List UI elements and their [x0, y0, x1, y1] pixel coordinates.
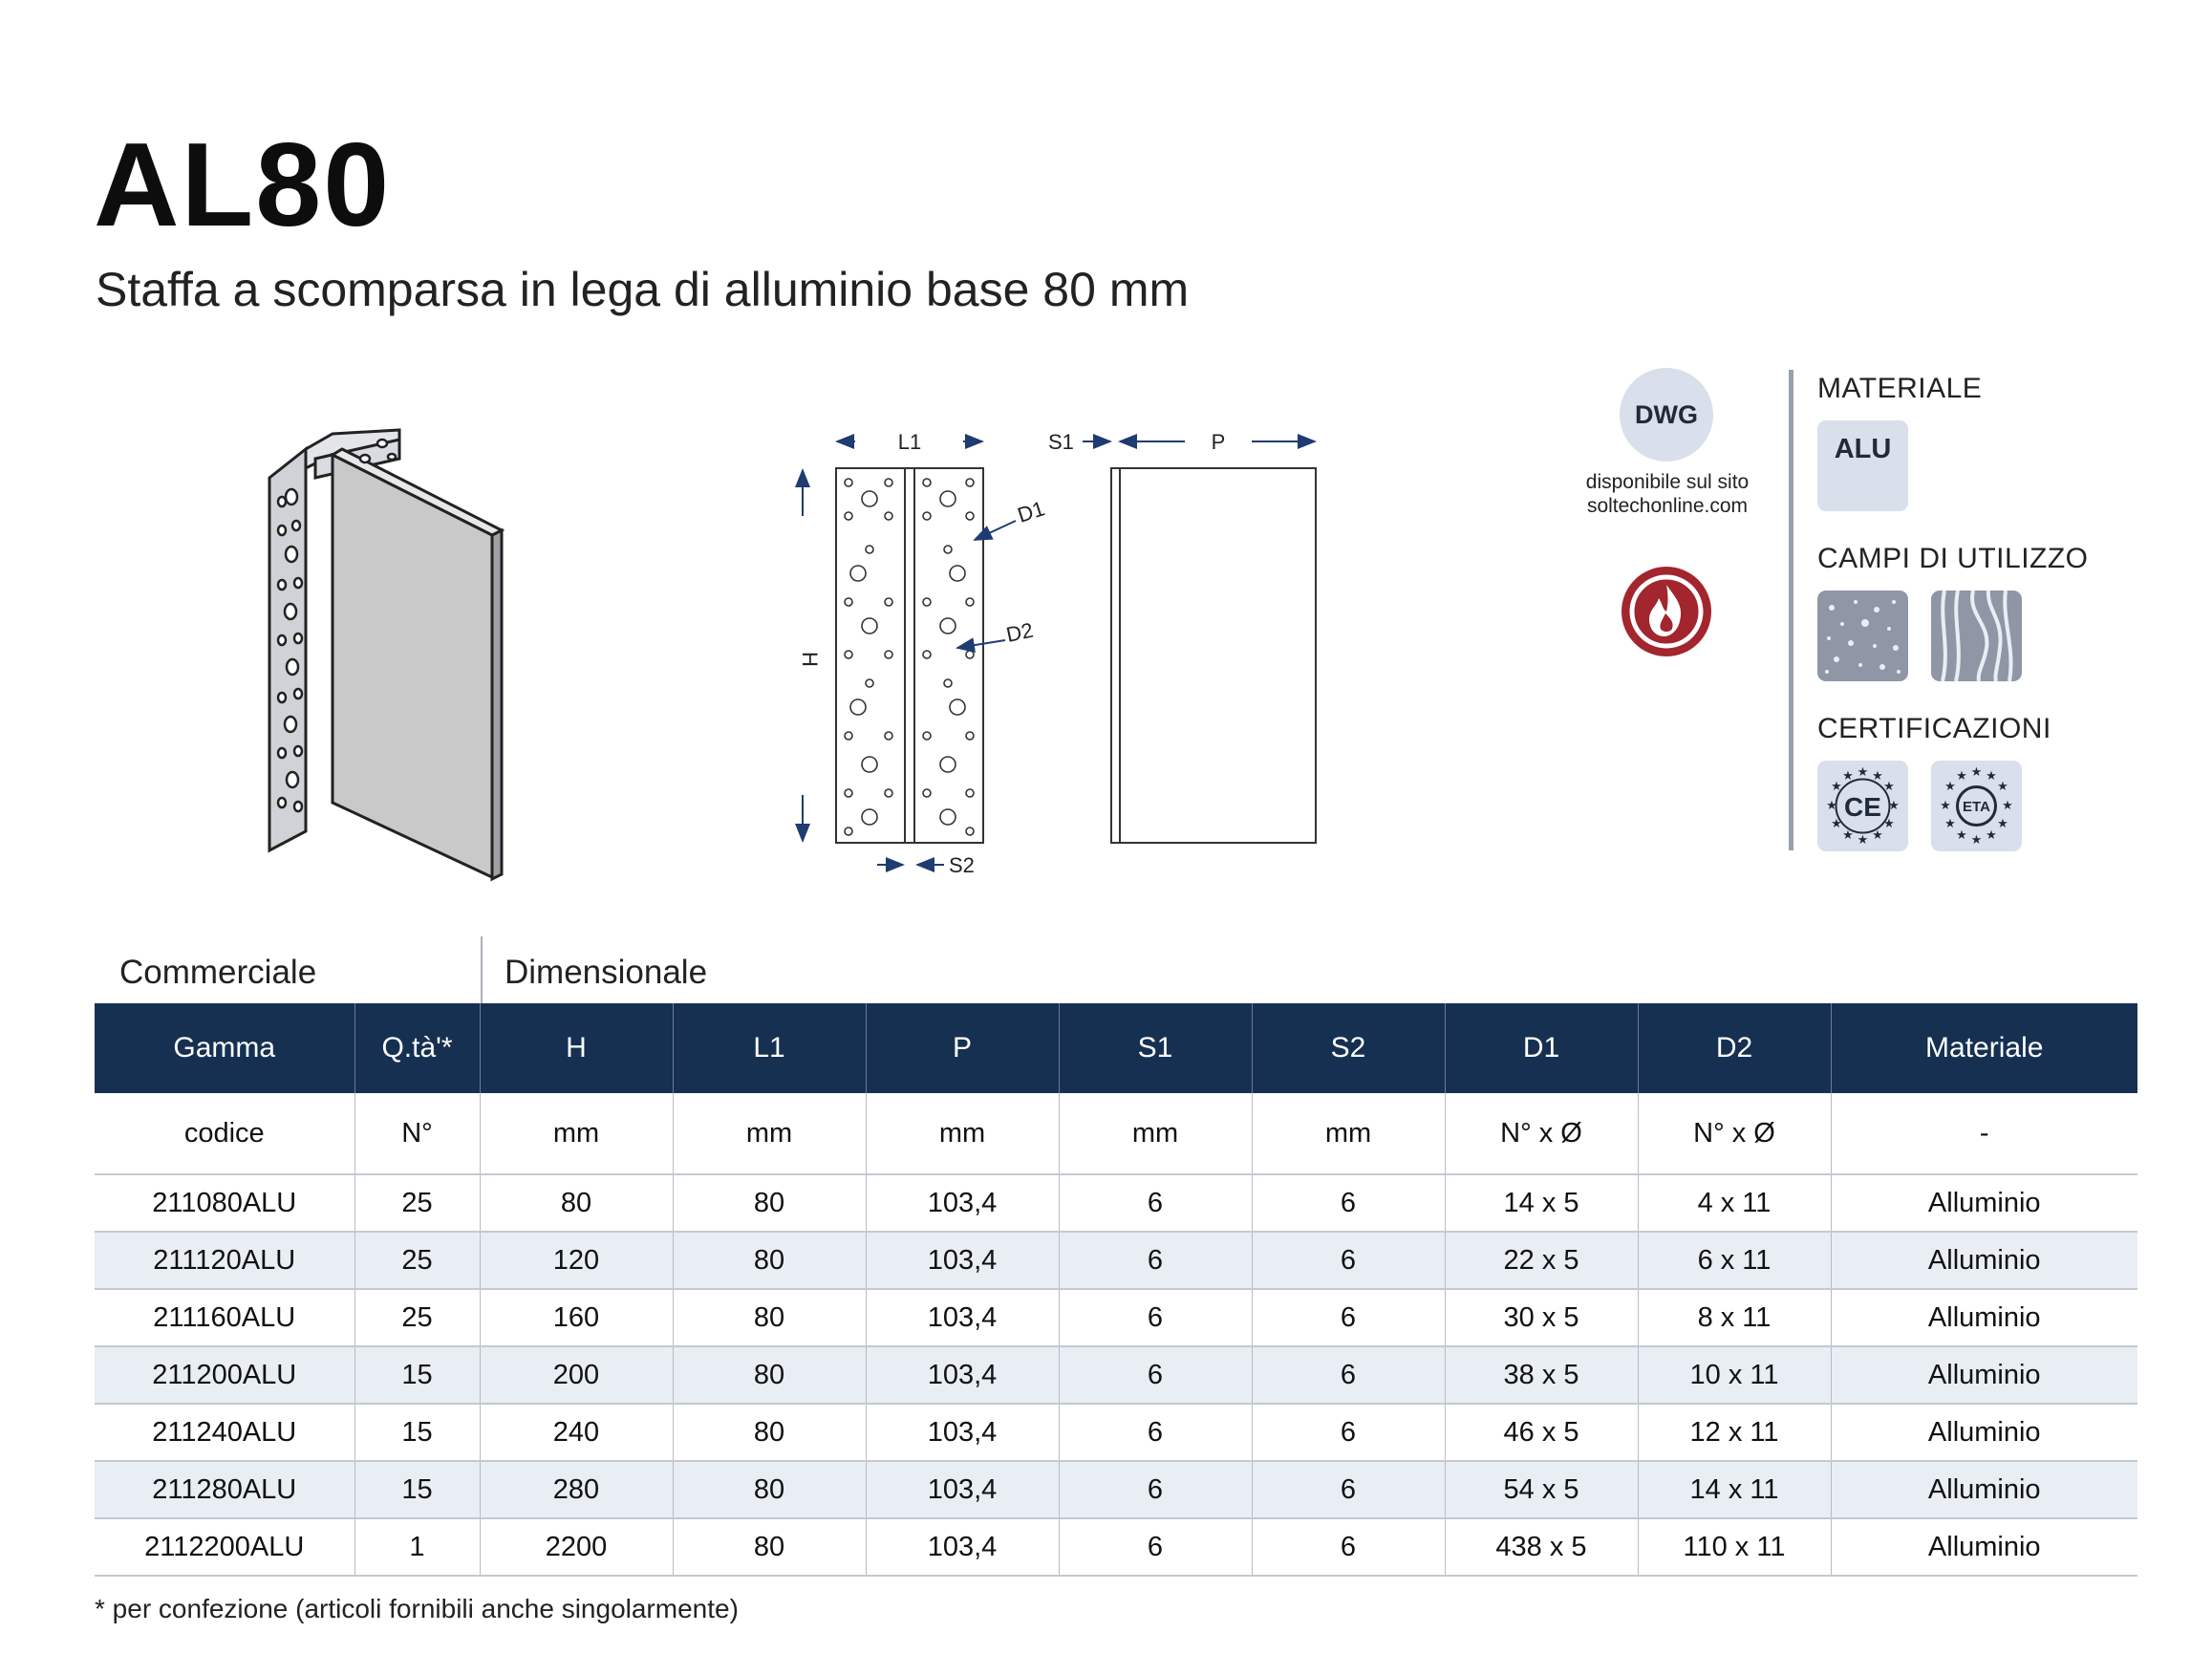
- table-cell: 160: [480, 1289, 673, 1346]
- svg-text:★: ★: [1944, 817, 1956, 831]
- svg-text:★: ★: [1944, 780, 1956, 794]
- table-cell: 4 x 11: [1638, 1174, 1831, 1232]
- col-header-materiale: Materiale: [1831, 1003, 2137, 1093]
- svg-text:★: ★: [1986, 769, 1997, 784]
- svg-text:★: ★: [2002, 799, 2013, 813]
- material-section-title: MATERIALE: [1817, 373, 1983, 404]
- svg-text:★: ★: [1872, 769, 1883, 784]
- table-cell: 6 x 11: [1638, 1232, 1831, 1289]
- table-cell: 6: [1059, 1289, 1252, 1346]
- unit-cell: mm: [1252, 1093, 1445, 1174]
- page-subtitle: Staffa a scomparsa in lega di alluminio base 80 mm: [96, 263, 1190, 316]
- page-title: AL80: [94, 119, 392, 251]
- product-spec-table: [95, 1003, 2137, 1577]
- col-header-h: H: [480, 1003, 673, 1093]
- table-cell: Alluminio: [1831, 1289, 2137, 1346]
- table-cell: 6: [1059, 1518, 1252, 1576]
- unit-cell: -: [1831, 1093, 2137, 1174]
- svg-text:★: ★: [1857, 833, 1869, 848]
- unit-cell: mm: [673, 1093, 866, 1174]
- eta-certification-icon: [1931, 761, 2022, 851]
- table-cell: 6: [1059, 1404, 1252, 1461]
- svg-text:★: ★: [1826, 799, 1837, 813]
- product-3d-illustration: [258, 420, 506, 889]
- table-cell: 6: [1252, 1232, 1445, 1289]
- table-cell: 2200: [480, 1518, 673, 1576]
- table-cell: 54 x 5: [1445, 1461, 1638, 1518]
- table-row: [95, 1174, 2137, 1232]
- table-cell: Alluminio: [1831, 1232, 2137, 1289]
- table-cell: 25: [354, 1174, 480, 1232]
- svg-text:★: ★: [1997, 817, 2008, 831]
- label-l1: L1: [897, 430, 922, 454]
- ce-mark-text: CE: [1844, 792, 1881, 822]
- svg-text:★: ★: [1986, 828, 1997, 843]
- label-s1: S1: [1048, 430, 1074, 454]
- fire-resistance-icon: [1621, 566, 1712, 657]
- table-cell: 120: [480, 1232, 673, 1289]
- table-cell: 38 x 5: [1445, 1346, 1638, 1404]
- table-cell: Alluminio: [1831, 1346, 2137, 1404]
- unit-cell: mm: [1059, 1093, 1252, 1174]
- table-cell: Alluminio: [1831, 1461, 2137, 1518]
- label-p: P: [1211, 430, 1226, 454]
- svg-text:★: ★: [1872, 828, 1883, 843]
- svg-text:★: ★: [1970, 833, 1983, 848]
- svg-text:★: ★: [1883, 817, 1895, 831]
- table-cell: 6: [1252, 1404, 1445, 1461]
- table-cell: 22 x 5: [1445, 1232, 1638, 1289]
- table-row: [95, 1346, 2137, 1404]
- col-header-d1: D1: [1445, 1003, 1638, 1093]
- footnote: * per confezione (articoli fornibili anche singolarmente): [95, 1594, 739, 1623]
- product-code-cell: 211200ALU: [95, 1346, 354, 1404]
- material-alu-badge: [1817, 420, 1908, 511]
- svg-text:★: ★: [1831, 817, 1842, 831]
- table-cell: 12 x 11: [1638, 1404, 1831, 1461]
- table-cell: 80: [673, 1174, 866, 1232]
- product-code-cell: 211160ALU: [95, 1289, 354, 1346]
- table-row: [95, 1232, 2137, 1289]
- table-cell: 80: [673, 1518, 866, 1576]
- table-cell: 15: [354, 1461, 480, 1518]
- table-cell: Alluminio: [1831, 1174, 2137, 1232]
- label-d2: D2: [1003, 617, 1036, 647]
- table-cell: 110 x 11: [1638, 1518, 1831, 1576]
- table-cell: 6: [1059, 1174, 1252, 1232]
- group-label-dimensionale: Dimensionale: [505, 954, 708, 991]
- group-label-commerciale: Commerciale: [119, 954, 317, 991]
- unit-cell: N°: [354, 1093, 480, 1174]
- table-cell: Alluminio: [1831, 1518, 2137, 1576]
- table-cell: 103,4: [866, 1174, 1059, 1232]
- table-cell: 80: [673, 1404, 866, 1461]
- svg-text:★: ★: [1842, 769, 1854, 784]
- table-cell: 6: [1252, 1461, 1445, 1518]
- table-cell: 103,4: [866, 1232, 1059, 1289]
- table-cell: 6: [1252, 1174, 1445, 1232]
- table-cell: 200: [480, 1346, 673, 1404]
- table-cell: 15: [354, 1404, 480, 1461]
- wood-usage-icon: [1931, 591, 2022, 681]
- table-cell: 80: [480, 1174, 673, 1232]
- product-code-cell: 211120ALU: [95, 1232, 354, 1289]
- table-cell: 25: [354, 1232, 480, 1289]
- eta-mark-text: ETA: [1963, 799, 1990, 815]
- dwg-text-line2[interactable]: soltechonline.com: [1586, 495, 1749, 517]
- table-row: [95, 1518, 2137, 1576]
- product-code-cell: 211080ALU: [95, 1174, 354, 1232]
- group-divider: [481, 936, 483, 1003]
- svg-text:★: ★: [1956, 769, 1967, 784]
- table-cell: 103,4: [866, 1404, 1059, 1461]
- svg-text:★: ★: [1997, 780, 2008, 794]
- table-cell: 6: [1252, 1346, 1445, 1404]
- svg-text:★: ★: [1970, 765, 1983, 780]
- label-d1: D1: [1014, 496, 1048, 527]
- label-h: H: [798, 652, 822, 667]
- table-cell: 80: [673, 1346, 866, 1404]
- col-header-p: P: [866, 1003, 1059, 1093]
- table-cell: 1: [354, 1518, 480, 1576]
- table-cell: 6: [1252, 1518, 1445, 1576]
- technical-drawing: [784, 420, 1338, 898]
- table-cell: 103,4: [866, 1461, 1059, 1518]
- col-header-l1: L1: [673, 1003, 866, 1093]
- product-code-cell: 211240ALU: [95, 1404, 354, 1461]
- table-cell: 6: [1252, 1289, 1445, 1346]
- table-cell: 6: [1059, 1346, 1252, 1404]
- dwg-download-badge[interactable]: [1620, 368, 1713, 462]
- table-cell: 6: [1059, 1461, 1252, 1518]
- col-header-s1: S1: [1059, 1003, 1252, 1093]
- table-cell: 80: [673, 1232, 866, 1289]
- table-cell: 103,4: [866, 1289, 1059, 1346]
- table-cell: 25: [354, 1289, 480, 1346]
- unit-cell: N° x Ø: [1445, 1093, 1638, 1174]
- table-cell: 8 x 11: [1638, 1289, 1831, 1346]
- svg-text:★: ★: [1888, 799, 1900, 813]
- col-header-gamma: Gamma: [95, 1003, 354, 1093]
- table-cell: 15: [354, 1346, 480, 1404]
- table-cell: 14 x 5: [1445, 1174, 1638, 1232]
- col-header-d2: D2: [1638, 1003, 1831, 1093]
- svg-text:★: ★: [1831, 780, 1842, 794]
- material-alu-label: ALU: [1834, 434, 1892, 464]
- dwg-text-line1: disponibile sul sito: [1585, 471, 1750, 493]
- dwg-badge-label: DWG: [1635, 399, 1698, 429]
- unit-cell: N° x Ø: [1638, 1093, 1831, 1174]
- dwg-availability-text: [1548, 470, 1787, 518]
- table-cell: 438 x 5: [1445, 1518, 1638, 1576]
- cert-section-title: CERTIFICAZIONI: [1817, 713, 2051, 744]
- table-cell: 30 x 5: [1445, 1289, 1638, 1346]
- table-cell: 103,4: [866, 1346, 1059, 1404]
- col-header-s2: S2: [1252, 1003, 1445, 1093]
- svg-text:★: ★: [1857, 765, 1869, 780]
- usage-section-title: CAMPI DI UTILIZZO: [1817, 543, 2089, 574]
- table-cell: Alluminio: [1831, 1404, 2137, 1461]
- label-s2: S2: [949, 853, 975, 877]
- table-cell: 6: [1059, 1232, 1252, 1289]
- unit-cell: codice: [95, 1093, 354, 1174]
- table-row: [95, 1461, 2137, 1518]
- table-header-row: [95, 1003, 2137, 1093]
- table-cell: 80: [673, 1461, 866, 1518]
- table-cell: 10 x 11: [1638, 1346, 1831, 1404]
- unit-cell: mm: [866, 1093, 1059, 1174]
- svg-text:★: ★: [1940, 799, 1951, 813]
- table-row: [95, 1404, 2137, 1461]
- table-cell: 14 x 11: [1638, 1461, 1831, 1518]
- table-row: [95, 1289, 2137, 1346]
- product-code-cell: 2112200ALU: [95, 1518, 354, 1576]
- table-cell: 80: [673, 1289, 866, 1346]
- svg-text:★: ★: [1883, 780, 1895, 794]
- unit-cell: mm: [480, 1093, 673, 1174]
- units-row: [95, 1093, 2137, 1174]
- svg-text:★: ★: [1842, 828, 1854, 843]
- col-header-qta: Q.tà'*: [354, 1003, 480, 1093]
- table-cell: 46 x 5: [1445, 1404, 1638, 1461]
- ce-certification-icon: [1817, 761, 1908, 851]
- concrete-usage-icon: [1817, 591, 1908, 681]
- table-cell: 103,4: [866, 1518, 1059, 1576]
- table-cell: 280: [480, 1461, 673, 1518]
- product-code-cell: 211280ALU: [95, 1461, 354, 1518]
- info-divider: [1789, 370, 1793, 850]
- svg-text:★: ★: [1956, 828, 1967, 843]
- table-cell: 240: [480, 1404, 673, 1461]
